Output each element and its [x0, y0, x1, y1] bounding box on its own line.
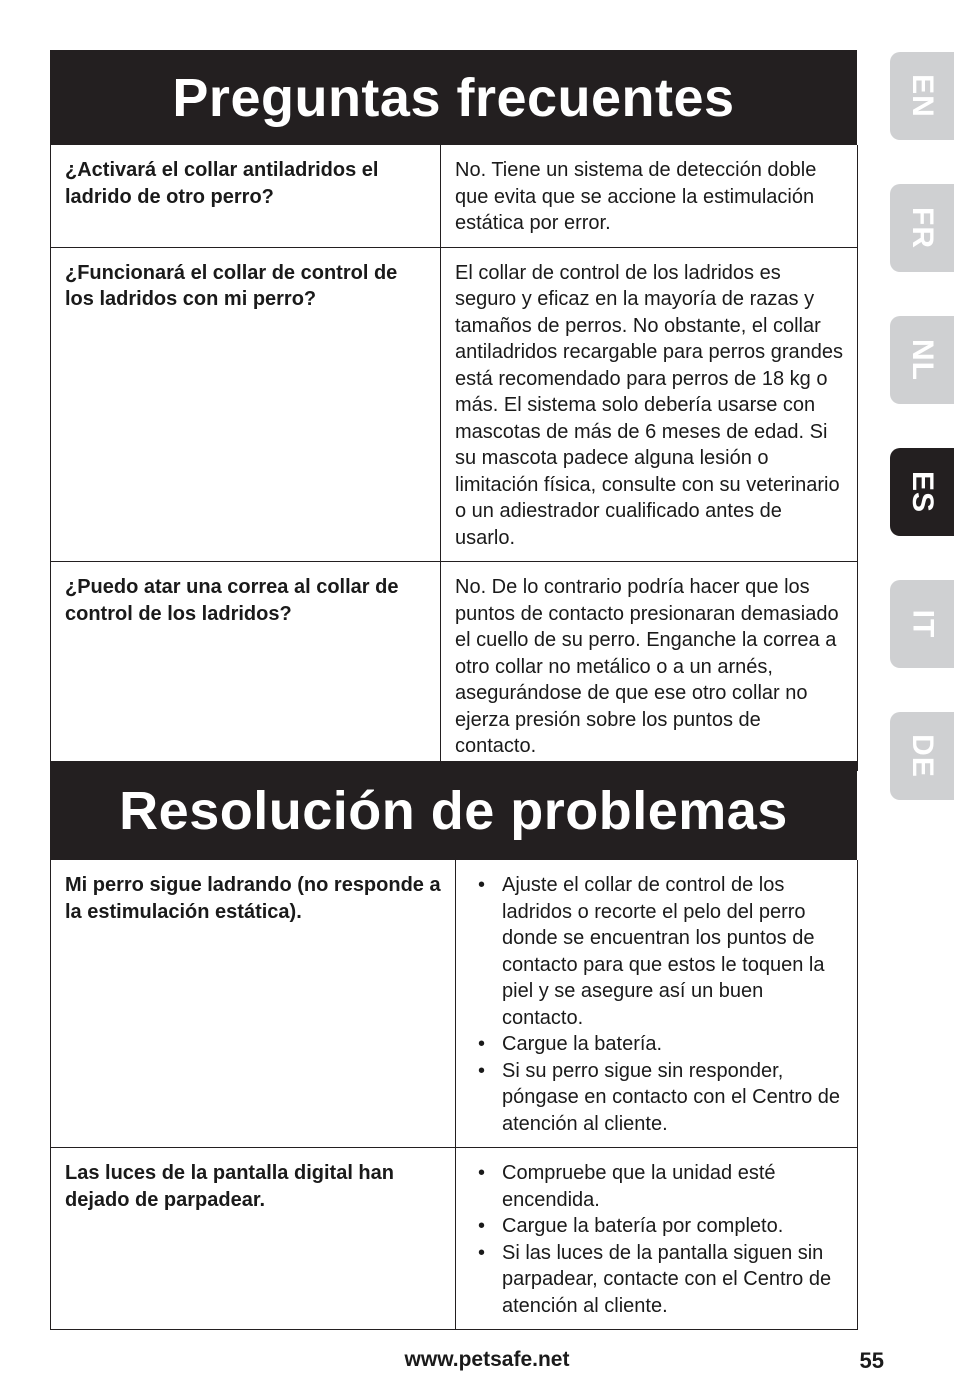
faq-row — [51, 247, 858, 562]
faq-question: ¿Puedo atar una correa al collar de control de los ladridos? — [51, 562, 441, 771]
troubleshooting-row — [51, 860, 858, 1148]
solution-item: • Ajuste el collar de control de los ladridos o recorte el pelo del perro donde se encuentran los puntos de contacto para que estos le toquen la piel y se asegure así un buen contacto. — [470, 872, 843, 1031]
faq-answer: El collar de control de los ladridos es seguro y eficaz en la mayoría de razas y tamaños de perros. No obstante, el collar antiladridos recargable para perros grandes está recomendado para perros de 18 kg o más. El sistema solo debería usarse con mascotas de más de 6 meses de edad. Si su mascota padece alguna lesión o limitación física, consulte con su veterinario o un adiestrador cualificado antes de usarlo. — [441, 247, 858, 562]
tab-de[interactable] — [890, 712, 954, 800]
tab-label: IT — [905, 609, 939, 639]
troubleshooting-row — [51, 1148, 858, 1330]
faq-answer: No. De lo contrario podría hacer que los puntos de contacto presionaran demasiado el cuello de su perro. Enganche la correa a otro collar no metálico o a un arnés, asegurándose de que ese otro collar no ejerza presión sobre los puntos de contacto. — [441, 562, 858, 771]
tab-label: NL — [906, 339, 939, 381]
solution-item: • Si las luces de la pantalla siguen sin parpadear, contacte con el Centro de atención al cliente. — [470, 1240, 843, 1320]
tab-en[interactable] — [890, 52, 954, 140]
troubleshooting-title: Resolución de problemas — [50, 761, 857, 860]
faq-row — [51, 145, 858, 247]
solutions-cell — [456, 1148, 858, 1330]
faq-answer: No. Tiene un sistema de detección doble que evita que se accione la estimulación estática por error. — [441, 145, 858, 247]
problem-text: Mi perro sigue ladrando (no responde a la estimulación estática). — [51, 860, 456, 1148]
solutions-list — [470, 1160, 843, 1319]
troubleshooting-table — [50, 860, 858, 1330]
footer-url[interactable]: www.petsafe.net — [404, 1348, 570, 1371]
solution-item: • Cargue la batería por completo. — [470, 1213, 843, 1240]
solution-item: • Si su perro sigue sin responder, póngase en contacto con el Centro de atención al cliente. — [470, 1058, 843, 1138]
faq-question: ¿Activará el collar antiladridos el ladrido de otro perro? — [51, 145, 441, 247]
solutions-cell — [456, 860, 858, 1148]
page-number: 55 — [859, 1348, 884, 1373]
tab-label: ES — [906, 470, 939, 514]
solution-item: • Compruebe que la unidad esté encendida. — [470, 1160, 843, 1213]
faq-section — [50, 50, 857, 771]
tab-label: FR — [906, 207, 939, 249]
faq-table — [50, 145, 858, 771]
tab-nl[interactable] — [890, 316, 954, 404]
solution-item: • Cargue la batería. — [470, 1031, 843, 1058]
faq-title: Preguntas frecuentes — [50, 50, 857, 145]
tab-label: DE — [906, 734, 939, 778]
troubleshooting-section — [50, 761, 857, 1330]
tab-es[interactable] — [890, 448, 954, 536]
tab-it[interactable] — [890, 580, 954, 668]
tab-label: EN — [906, 74, 939, 118]
faq-row — [51, 562, 858, 771]
solutions-list — [470, 872, 843, 1137]
tab-fr[interactable] — [890, 184, 954, 272]
problem-text: Las luces de la pantalla digital han dejado de parpadear. — [51, 1148, 456, 1330]
faq-question: ¿Funcionará el collar de control de los ladridos con mi perro? — [51, 247, 441, 562]
